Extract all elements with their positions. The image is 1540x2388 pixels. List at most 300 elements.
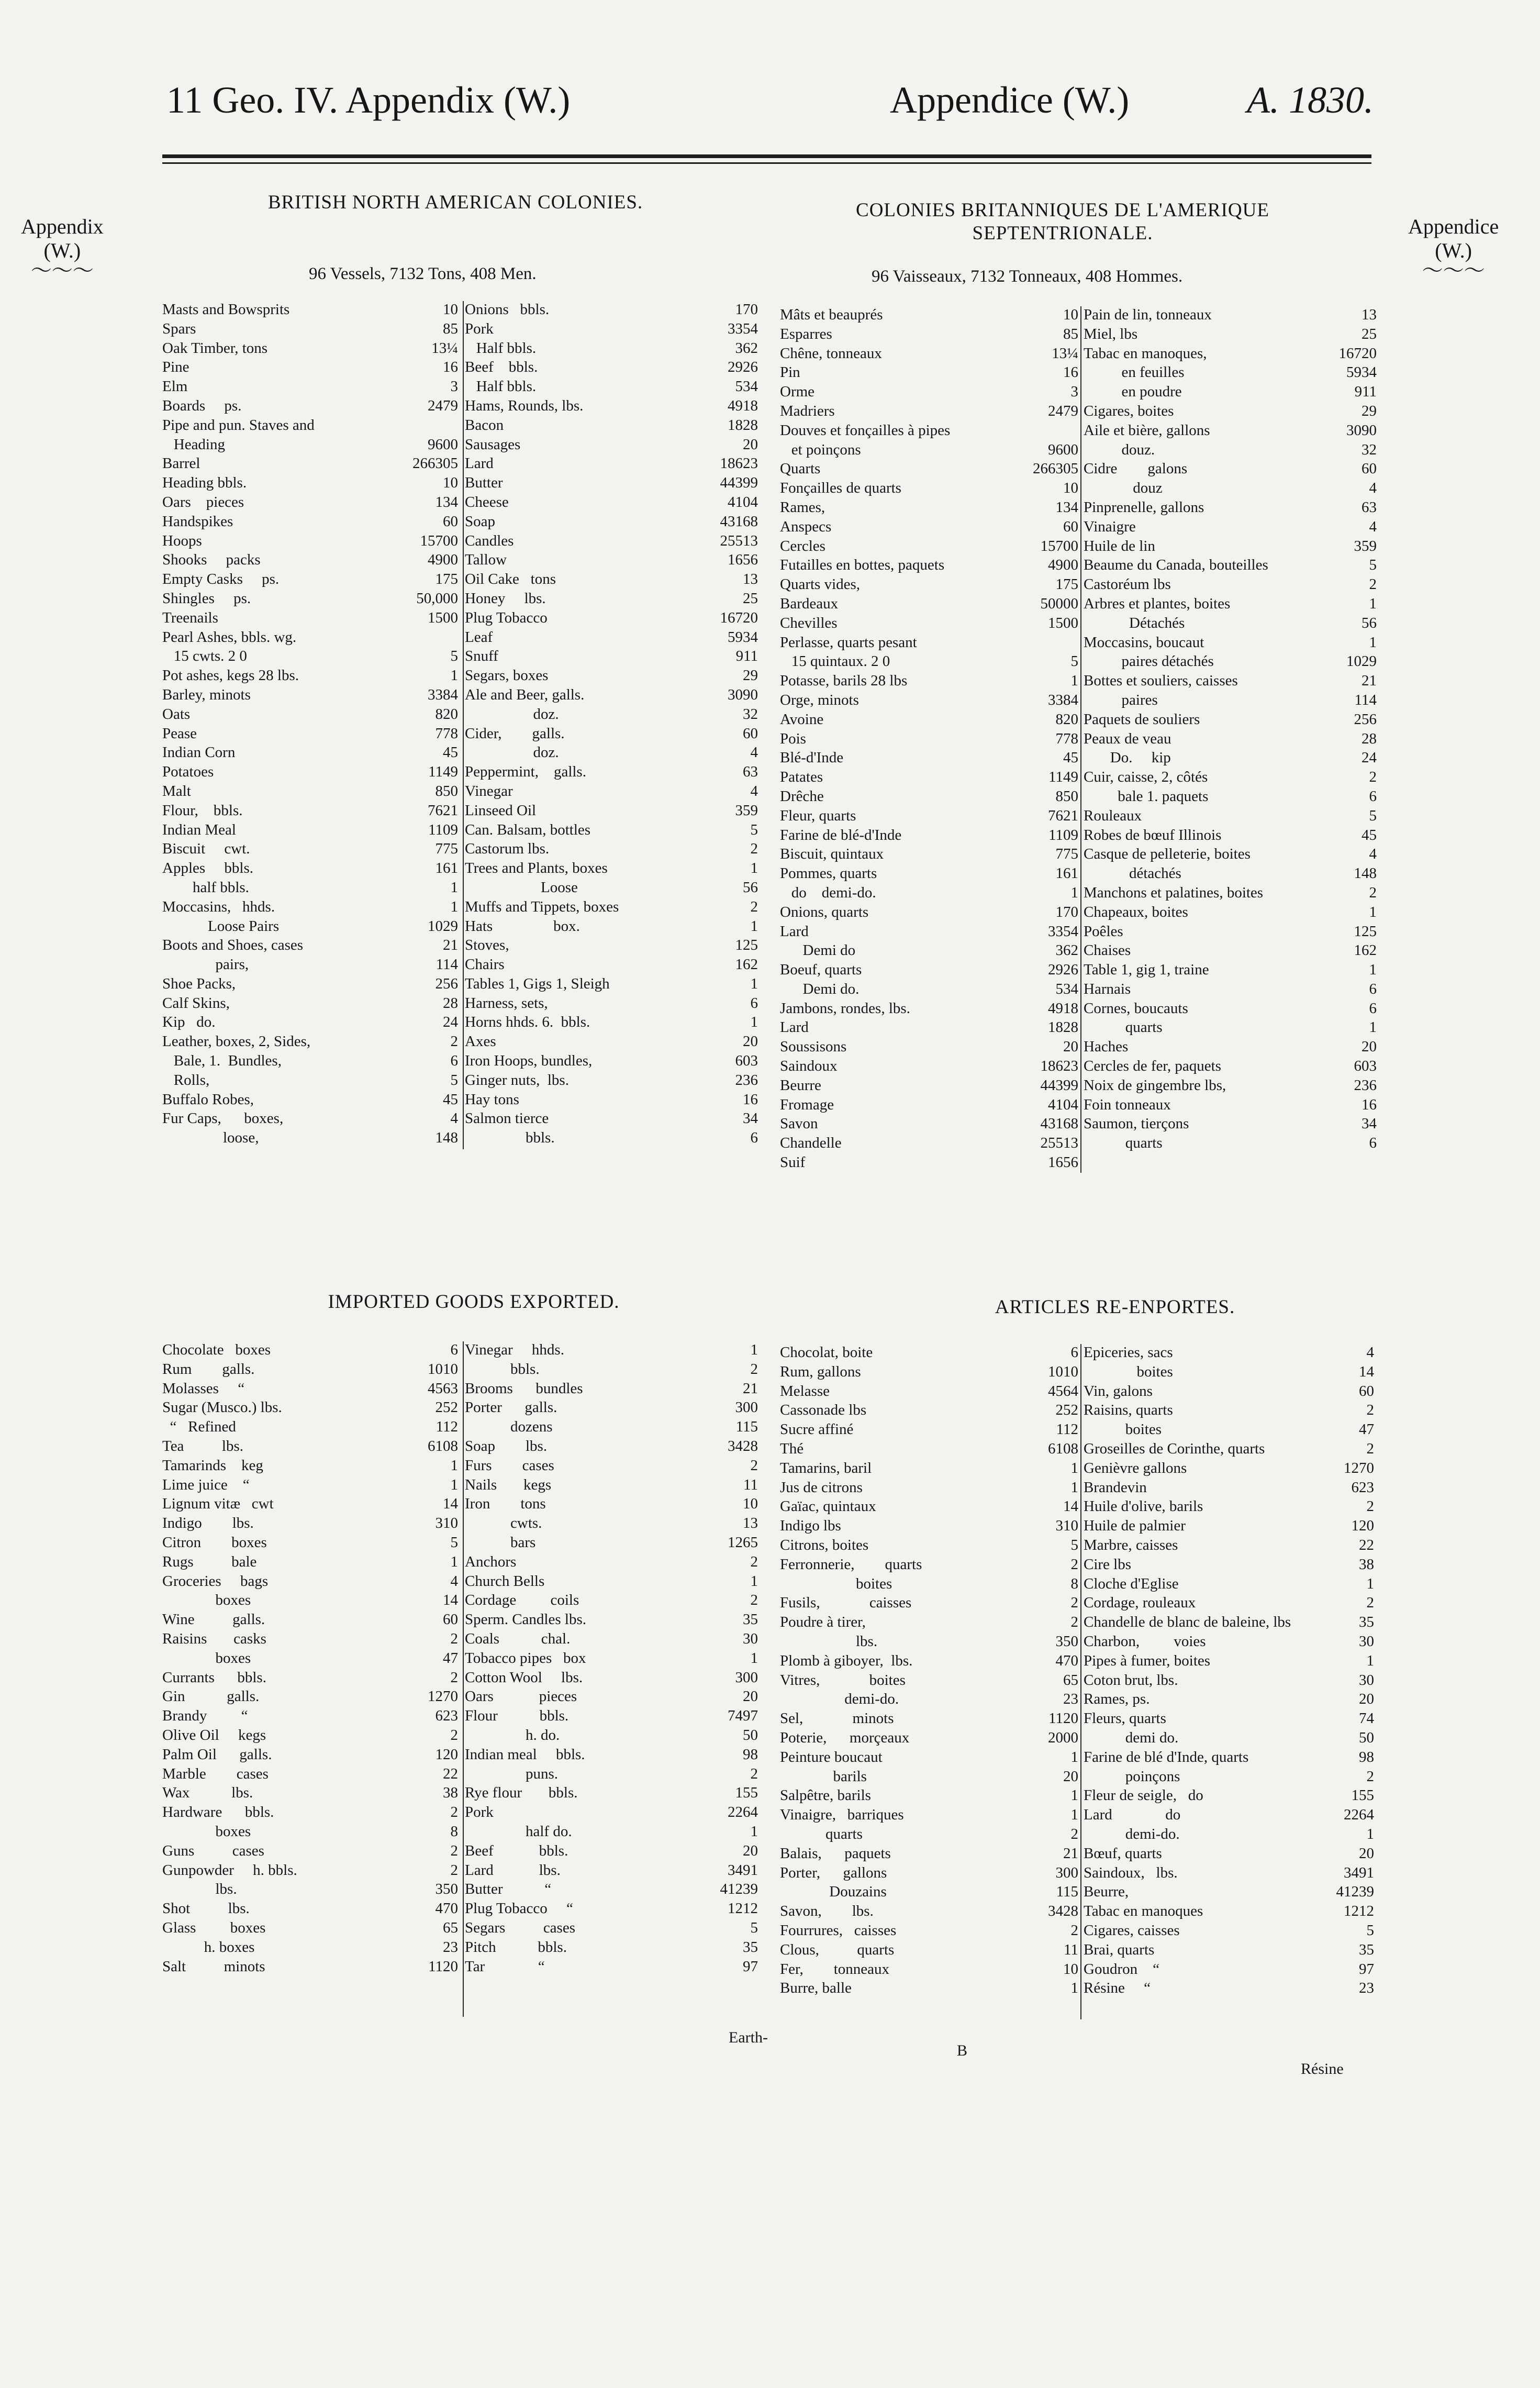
row-label: Saindoux: [780, 1058, 838, 1075]
table-row: [465, 1494, 758, 1514]
row-value: 310: [1055, 1517, 1078, 1535]
row-value: 97: [1359, 1960, 1374, 1978]
row-label: Shot lbs.: [162, 1900, 250, 1917]
row-value: 13: [743, 571, 758, 588]
row-label: Heading bbls.: [162, 474, 247, 492]
table-row: [780, 1555, 1078, 1574]
row-value: 4104: [1048, 1096, 1078, 1113]
en-table-col2: [465, 300, 758, 1148]
row-label: demi-do.: [780, 1691, 899, 1708]
row-label: Chocolate boxes: [162, 1341, 271, 1358]
side-note-left-line1: Appendix: [21, 215, 104, 238]
row-label: Farine de blé-d'Inde: [780, 826, 902, 843]
row-label: Bardeaux: [780, 595, 839, 612]
table-row: [465, 1764, 758, 1784]
row-label: Rolls,: [162, 1071, 210, 1089]
row-value: 3090: [728, 686, 758, 703]
row-label: Leaf: [465, 628, 493, 646]
row-label: Chandelle: [780, 1135, 842, 1152]
row-label: Lard: [780, 1019, 809, 1036]
row-value: 115: [735, 1418, 758, 1436]
table-row: [780, 382, 1078, 402]
table-row: [162, 628, 458, 647]
row-value: 28: [1362, 730, 1377, 747]
row-label: Linseed Oil: [465, 802, 537, 819]
row-label: Gunpowder h. bbls.: [162, 1861, 297, 1879]
row-label: Boards ps.: [162, 397, 242, 414]
table-row: [780, 344, 1078, 363]
column-divider: [1080, 306, 1081, 1173]
row-value: 14: [1359, 1363, 1374, 1380]
row-label: bbls.: [465, 1129, 555, 1147]
table-row: [465, 1379, 758, 1398]
row-label: Trees and Plants, boxes: [465, 860, 608, 877]
row-label: Pearl Ashes, bbls. wg.: [162, 628, 297, 646]
row-value: 1: [450, 667, 458, 684]
row-label: détachés: [1084, 865, 1181, 882]
row-value: 10: [1063, 1960, 1078, 1978]
table-row: [465, 647, 758, 666]
row-value: 4104: [728, 493, 758, 510]
row-value: 74: [1359, 1710, 1374, 1727]
table-row: [1084, 537, 1377, 556]
table-row: [780, 459, 1078, 479]
row-value: 13: [743, 1515, 758, 1532]
row-value: 1656: [1048, 1154, 1078, 1171]
row-value: 162: [1354, 942, 1377, 959]
row-label: quarts: [1084, 1135, 1163, 1152]
row-value: 2: [750, 1360, 758, 1378]
table-row: [162, 1745, 458, 1764]
table-row: [465, 743, 758, 762]
table-row: [780, 1613, 1078, 1632]
row-value: 2: [1366, 1594, 1374, 1612]
table-row: [1084, 1057, 1377, 1076]
table-row: [780, 806, 1078, 826]
row-value: 236: [1354, 1076, 1377, 1094]
row-value: 7621: [1048, 807, 1078, 824]
row-label: Rum, gallons: [780, 1363, 861, 1380]
row-value: 10: [1063, 306, 1078, 323]
table-row: [162, 1764, 458, 1784]
row-label: Ferronnerie, quarts: [780, 1556, 922, 1573]
row-label: Huile de lin: [1084, 537, 1155, 554]
table-row: [465, 1957, 758, 1976]
row-label: Treenails: [162, 609, 218, 626]
row-value: 2264: [1344, 1806, 1374, 1824]
row-label: Rye flour bbls.: [465, 1784, 578, 1802]
table-row: [780, 498, 1078, 517]
row-label: Potasse, barils 28 lbs: [780, 672, 908, 690]
row-label: Indigo lbs.: [162, 1515, 254, 1532]
row-label: Pease: [162, 725, 197, 742]
row-label: Miel, lbs: [1084, 325, 1138, 342]
row-label: Brooms bundles: [465, 1380, 583, 1397]
row-value: 2: [1366, 1498, 1374, 1515]
row-label: Loose: [465, 879, 578, 896]
table-row: [1084, 1690, 1374, 1709]
table-row: [1084, 980, 1377, 999]
row-label: Empty Casks ps.: [162, 571, 280, 588]
row-value: 115: [1056, 1883, 1078, 1901]
table-row: [780, 999, 1078, 1018]
row-label: 15 quintaux. 2 0: [780, 653, 890, 670]
row-value: 13¼: [431, 339, 458, 357]
row-label: Ale and Beer, galls.: [465, 686, 585, 703]
row-value: 470: [435, 1900, 458, 1917]
row-value: 20: [1063, 1768, 1078, 1785]
row-label: Casque de pelleterie, boites: [1084, 846, 1251, 863]
table-row: [1084, 440, 1377, 460]
table-row: [162, 1475, 458, 1495]
row-value: 32: [1362, 441, 1377, 458]
row-value: 911: [1354, 383, 1377, 401]
table-row: [162, 1899, 458, 1918]
table-row: [780, 1940, 1078, 1960]
row-value: 2: [750, 1553, 758, 1570]
row-value: 65: [443, 1919, 458, 1936]
table-row: [780, 1439, 1078, 1459]
table-row: [1084, 517, 1377, 537]
row-label: Perlasse, quarts pesant: [780, 634, 917, 651]
table-row: [780, 1748, 1078, 1767]
row-value: 16: [1063, 364, 1078, 381]
row-label: Cider, galls.: [465, 725, 565, 742]
table-row: [162, 377, 458, 396]
row-value: 1149: [1048, 769, 1078, 786]
row-value: 15700: [420, 532, 458, 549]
row-label: Malt: [162, 782, 191, 799]
row-label: Indian Meal: [162, 821, 236, 838]
row-label: Noix de gingembre lbs,: [1084, 1076, 1226, 1094]
row-label: Lard do: [1084, 1806, 1181, 1824]
table-row: [780, 575, 1078, 594]
row-value: 820: [1055, 710, 1078, 728]
row-value: 1270: [1344, 1459, 1374, 1476]
table-row: [780, 1767, 1078, 1786]
row-label: do demi-do.: [780, 884, 876, 901]
row-value: 1029: [428, 917, 458, 935]
column-divider: [1080, 1344, 1081, 2019]
table-row: [465, 974, 758, 994]
table-row: [162, 1071, 458, 1090]
table-row: [465, 1417, 758, 1437]
table-row: [780, 883, 1078, 903]
row-value: 5934: [728, 628, 758, 646]
table-row: [780, 421, 1078, 440]
table-row: [780, 1401, 1078, 1420]
row-label: Oars pieces: [465, 1688, 577, 1705]
row-label: Salt minots: [162, 1958, 265, 1975]
table-row: [1084, 864, 1377, 883]
table-row: [1084, 1095, 1377, 1115]
row-label: Vinegar hhds.: [465, 1341, 564, 1358]
row-label: Half bbls.: [465, 378, 537, 395]
table-row: [780, 1134, 1078, 1153]
table-row: [780, 671, 1078, 691]
row-value: 850: [1055, 787, 1078, 805]
row-value: 9600: [428, 436, 458, 453]
table-row: [1084, 1805, 1374, 1825]
row-value: 4900: [428, 551, 458, 569]
row-label: Indigo lbs: [780, 1517, 841, 1535]
table-row: [162, 473, 458, 493]
table-row: [465, 435, 758, 454]
table-row: [780, 729, 1078, 749]
row-label: Soussisons: [780, 1038, 847, 1056]
row-value: 2: [1070, 1921, 1078, 1939]
table-row: [1084, 1439, 1374, 1459]
table-row: [162, 705, 458, 724]
table-row: [162, 493, 458, 512]
row-label: Beurre: [780, 1076, 821, 1094]
row-value: 252: [1055, 1402, 1078, 1419]
table-row: [465, 839, 758, 859]
row-value: 50,000: [416, 590, 458, 607]
table-row: [1084, 1960, 1374, 1979]
table-row: [780, 1651, 1078, 1671]
row-label: Thé: [780, 1440, 804, 1457]
row-label: Buffalo Robes,: [162, 1091, 254, 1108]
table-row: [1084, 1728, 1374, 1748]
table-row: [465, 859, 758, 878]
table-row: [780, 960, 1078, 980]
row-label: Boots and Shoes, cases: [162, 937, 304, 954]
row-label: Palm Oil galls.: [162, 1746, 272, 1763]
row-value: 2: [1369, 769, 1377, 786]
table-row: [465, 1803, 758, 1822]
table-row: [162, 300, 458, 319]
row-label: Iron Hoops, bundles,: [465, 1052, 593, 1070]
row-label: Bottes et souliers, caisses: [1084, 672, 1238, 690]
table-row: [162, 1803, 458, 1822]
row-value: 16720: [720, 609, 758, 626]
row-label: Vinaigre: [1084, 518, 1136, 535]
row-label: Demi do.: [780, 980, 860, 997]
table-row: [780, 845, 1078, 864]
row-label: doz.: [465, 744, 559, 761]
table-row: [465, 897, 758, 917]
table-row: [1084, 575, 1377, 594]
row-value: 1: [1369, 1019, 1377, 1036]
row-value: 1: [750, 1014, 758, 1031]
table-row: [162, 416, 458, 435]
table-row: [162, 1938, 458, 1957]
row-value: 47: [1359, 1421, 1374, 1438]
row-value: 60: [743, 725, 758, 742]
row-label: Flour bbls.: [465, 1707, 569, 1725]
table-row: [465, 724, 758, 743]
row-value: 5: [450, 1534, 458, 1551]
row-label: Moccasins, hhds.: [162, 898, 275, 915]
row-label: Chaises: [1084, 942, 1131, 959]
row-value: 85: [443, 320, 458, 337]
row-label: Hay tons: [465, 1091, 519, 1108]
row-label: Do. kip: [1084, 749, 1171, 767]
table-row: [1084, 922, 1377, 941]
row-value: 41239: [1336, 1883, 1374, 1901]
en2-table-col1: [162, 1340, 458, 1976]
side-note-right-line2: (W.): [1435, 239, 1472, 262]
table-row: [780, 1536, 1078, 1555]
row-label: Rum galls.: [162, 1360, 255, 1378]
table-row: [780, 1382, 1078, 1401]
table-row: [465, 1437, 758, 1456]
row-value: 60: [443, 1611, 458, 1628]
row-value: 300: [1055, 1864, 1078, 1881]
table-row: [162, 1456, 458, 1475]
row-label: Biscuit cwt.: [162, 840, 250, 858]
row-label: Raisins, quarts: [1084, 1402, 1173, 1419]
side-note-right-line1: Appendice: [1408, 215, 1499, 238]
row-label: Blé-d'Inde: [780, 749, 844, 767]
table-row: [780, 826, 1078, 845]
table-row: [1084, 671, 1377, 691]
swash-icon: 〜〜〜: [30, 259, 94, 282]
row-value: 1120: [1048, 1710, 1078, 1727]
header-rule-thick: [162, 154, 1371, 158]
row-label: Barley, minots: [162, 686, 251, 703]
row-label: doz.: [465, 705, 559, 723]
table-row: [780, 1902, 1078, 1921]
row-label: quarts: [780, 1825, 863, 1842]
table-row: [162, 1360, 458, 1379]
table-row: [1084, 1134, 1377, 1153]
row-label: Rouleaux: [1084, 807, 1142, 824]
row-value: 21: [1063, 1845, 1078, 1862]
row-label: Anspecs: [780, 518, 832, 535]
table-row: [780, 1420, 1078, 1439]
table-row: [162, 1687, 458, 1706]
row-label: Pipes à fumer, boites: [1084, 1652, 1211, 1669]
row-label: Quarts: [780, 460, 821, 477]
table-row: [465, 1880, 758, 1899]
table-row: [780, 1574, 1078, 1594]
table-row: [1084, 633, 1377, 652]
table-row: [780, 710, 1078, 729]
row-value: 47: [443, 1649, 458, 1667]
row-value: 1: [450, 898, 458, 915]
row-value: 23: [443, 1938, 458, 1956]
row-value: 1265: [728, 1534, 758, 1551]
table-row: [780, 1690, 1078, 1709]
row-label: Sperm. Candles lbs.: [465, 1611, 586, 1628]
row-value: 112: [436, 1418, 458, 1436]
row-value: 35: [1359, 1941, 1374, 1958]
row-value: 6: [750, 994, 758, 1012]
row-value: 30: [1359, 1632, 1374, 1650]
row-value: 20: [1359, 1845, 1374, 1862]
table-row: [465, 1668, 758, 1687]
row-value: 1500: [1048, 614, 1078, 631]
row-value: 911: [735, 648, 758, 665]
table-row: [1084, 459, 1377, 479]
row-label: Lime juice “: [162, 1476, 250, 1493]
row-value: 5: [1369, 557, 1377, 574]
row-label: Peinture boucaut: [780, 1748, 883, 1765]
row-value: 63: [1362, 498, 1377, 516]
row-label: boxes: [162, 1823, 251, 1840]
row-value: 4: [1369, 480, 1377, 497]
table-row: [465, 1687, 758, 1706]
table-row: [1084, 1671, 1374, 1690]
table-row: [162, 1880, 458, 1899]
row-value: 2: [1369, 576, 1377, 593]
row-label: Soap lbs.: [465, 1437, 548, 1454]
row-value: 6: [750, 1129, 758, 1147]
table-row: [780, 517, 1078, 537]
row-value: 38: [443, 1784, 458, 1802]
row-value: 56: [1362, 614, 1377, 631]
row-value: 45: [1362, 826, 1377, 843]
row-value: 1: [1369, 961, 1377, 979]
row-label: Beef bbls.: [465, 359, 538, 376]
table-row: [162, 396, 458, 416]
row-label: Iron tons: [465, 1495, 546, 1513]
row-label: h. boxes: [162, 1938, 255, 1956]
row-label: Arbres et plantes, boites: [1084, 595, 1231, 612]
row-label: Butter: [465, 474, 503, 492]
row-value: 2: [450, 1804, 458, 1821]
table-row: [465, 917, 758, 936]
row-label: Oak Timber, tons: [162, 339, 268, 357]
row-value: 24: [443, 1014, 458, 1031]
row-value: 778: [1055, 730, 1078, 747]
row-label: Snuff: [465, 648, 498, 665]
table-row: [162, 608, 458, 628]
row-value: 350: [435, 1881, 458, 1898]
row-label: Demi do: [780, 942, 856, 959]
row-label: paires: [1084, 691, 1158, 708]
row-label: Bale, 1. Bundles,: [162, 1052, 282, 1070]
row-label: en feuilles: [1084, 364, 1185, 381]
row-value: 2479: [1048, 402, 1078, 419]
table-row: [465, 1861, 758, 1880]
table-row: [465, 762, 758, 782]
row-value: 1828: [728, 416, 758, 434]
table-row: [465, 782, 758, 801]
row-label: Plomb à giboyer, lbs.: [780, 1652, 913, 1669]
row-label: Tea lbs.: [162, 1437, 244, 1454]
row-value: 1010: [1048, 1363, 1078, 1380]
row-label: puns.: [465, 1765, 559, 1782]
table-row: [162, 1610, 458, 1629]
table-row: [1084, 1825, 1374, 1844]
table-row: [465, 319, 758, 339]
row-label: Chairs: [465, 956, 505, 973]
row-label: Fonçailles de quarts: [780, 480, 901, 497]
row-value: 1828: [1048, 1019, 1078, 1036]
table-row: [1084, 363, 1377, 382]
table-row: [1084, 1979, 1374, 1998]
row-label: Fur Caps, boxes,: [162, 1110, 284, 1127]
row-value: 1212: [1344, 1903, 1374, 1920]
table-row: [162, 512, 458, 531]
table-row: [1084, 691, 1377, 710]
row-label: Lard: [780, 923, 809, 940]
row-label: Douves et fonçailles à pipes: [780, 421, 951, 439]
table-row: [162, 1649, 458, 1668]
row-value: 236: [735, 1071, 758, 1089]
row-label: Burre, balle: [780, 1980, 852, 1997]
row-label: Orge, minots: [780, 691, 859, 708]
row-value: 3354: [728, 320, 758, 337]
row-label: demi-do.: [1084, 1825, 1180, 1842]
row-label: Chapeaux, boites: [1084, 903, 1188, 920]
row-label: Madriers: [780, 402, 835, 419]
row-label: Pot ashes, kegs 28 lbs.: [162, 667, 299, 684]
table-row: [162, 319, 458, 339]
